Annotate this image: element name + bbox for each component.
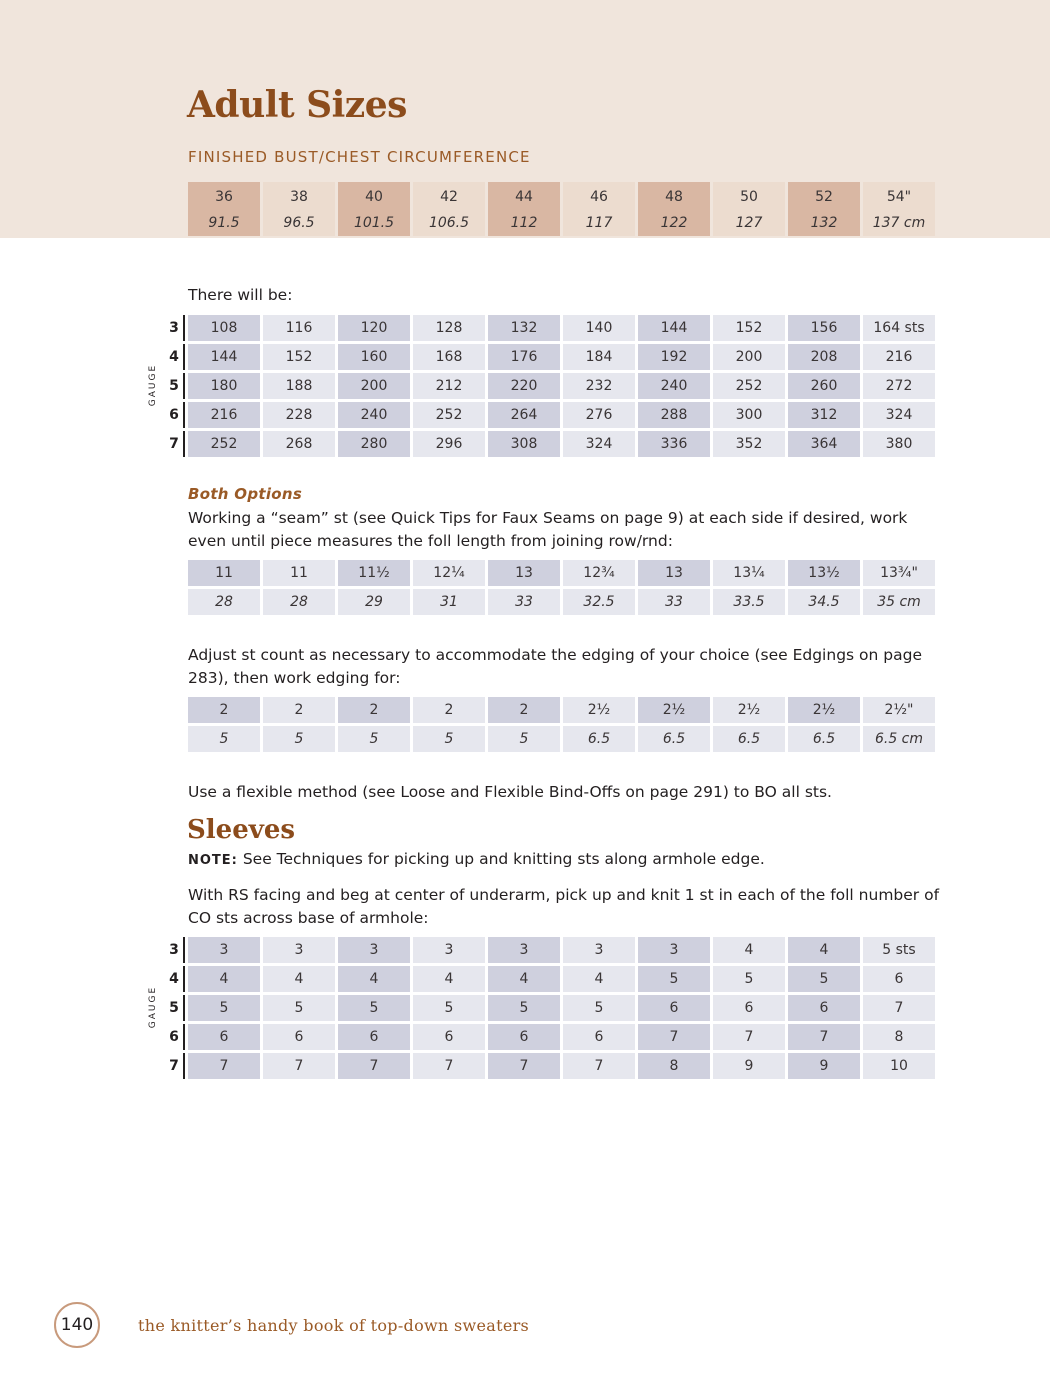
table-cell: 7 (638, 1024, 710, 1050)
table-cell: 336 (638, 431, 710, 457)
gauge-row-label: 5 (165, 373, 185, 399)
table-cell: 35 cm (863, 589, 935, 615)
table-cell: 29 (338, 589, 410, 615)
table-cell: 192 (638, 344, 710, 370)
table-cell: 132 (788, 210, 860, 236)
sleeve-pickup-table (162, 934, 938, 1082)
table-cell: 4 (563, 966, 635, 992)
table-cell: 5 (788, 966, 860, 992)
table-cell: 6 (413, 1024, 485, 1050)
table-cell: 4 (713, 937, 785, 963)
table-cell: 13¼ (713, 560, 785, 586)
gauge-row-label: 3 (165, 937, 185, 963)
table-cell: 5 sts (863, 937, 935, 963)
gauge-label: GAUGE (148, 363, 159, 407)
table-cell: 11½ (338, 560, 410, 586)
table-cell: 13 (638, 560, 710, 586)
table-cell: 188 (263, 373, 335, 399)
table-cell: 5 (563, 995, 635, 1021)
table-row (165, 995, 935, 1021)
table-cell: 2 (488, 697, 560, 723)
page-number: 140 (54, 1302, 100, 1348)
gauge-row-label: 6 (165, 1024, 185, 1050)
table-cell: 7 (338, 1053, 410, 1079)
table-cell: 9 (713, 1053, 785, 1079)
table-cell: 3 (638, 937, 710, 963)
table-row (165, 1024, 935, 1050)
size-row-cm (188, 210, 935, 236)
table-cell: 300 (713, 402, 785, 428)
table-cell: 7 (188, 1053, 260, 1079)
table-cell: 13½ (788, 560, 860, 586)
table-cell: 31 (413, 589, 485, 615)
table-cell: 264 (488, 402, 560, 428)
table-row (165, 373, 935, 399)
length-table (185, 557, 938, 618)
table-cell: 232 (563, 373, 635, 399)
table-row (165, 431, 935, 457)
table-cell: 127 (713, 210, 785, 236)
table-cell: 252 (188, 431, 260, 457)
table-cell: 128 (413, 315, 485, 341)
table-cell: 33 (488, 589, 560, 615)
table-cell: 6 (188, 1024, 260, 1050)
table-cell: 44 (488, 182, 560, 210)
table-cell: 240 (338, 402, 410, 428)
table-cell: 117 (563, 210, 635, 236)
table-cell: 13¾" (863, 560, 935, 586)
table-cell: 5 (638, 966, 710, 992)
table-cell: 200 (338, 373, 410, 399)
table-cell: 324 (863, 402, 935, 428)
table-cell: 101.5 (338, 210, 410, 236)
table-cell: 212 (413, 373, 485, 399)
table-cell: 106.5 (413, 210, 485, 236)
table-cell: 5 (338, 726, 410, 752)
table-cell: 132 (488, 315, 560, 341)
edging-row-inches (188, 697, 935, 723)
table-cell: 252 (413, 402, 485, 428)
table-cell: 54" (863, 182, 935, 210)
table-cell: 40 (338, 182, 410, 210)
table-cell: 364 (788, 431, 860, 457)
table-cell: 48 (638, 182, 710, 210)
note-label: NOTE: (188, 853, 238, 868)
table-cell: 12¼ (413, 560, 485, 586)
table-cell: 4 (338, 966, 410, 992)
table-cell: 52 (788, 182, 860, 210)
table-cell: 6.5 (713, 726, 785, 752)
table-cell: 2 (338, 697, 410, 723)
table-row (165, 1053, 935, 1079)
gauge-row-label: 6 (165, 402, 185, 428)
table-cell: 11 (188, 560, 260, 586)
table-cell: 12¾ (563, 560, 635, 586)
table-cell: 5 (188, 726, 260, 752)
gauge-row-label: 3 (165, 315, 185, 341)
table-cell: 3 (488, 937, 560, 963)
section-subtitle: FINISHED BUST/CHEST CIRCUMFERENCE (188, 148, 531, 166)
sleeve-gauge-label: GAUGE (148, 985, 159, 1029)
table-cell: 280 (338, 431, 410, 457)
table-cell: 200 (713, 344, 785, 370)
table-cell: 156 (788, 315, 860, 341)
table-cell: 7 (863, 995, 935, 1021)
table-cell: 3 (413, 937, 485, 963)
table-cell: 42 (413, 182, 485, 210)
table-cell: 6.5 (563, 726, 635, 752)
table-cell: 91.5 (188, 210, 260, 236)
table-cell: 216 (188, 402, 260, 428)
table-cell: 3 (338, 937, 410, 963)
size-table (185, 182, 938, 236)
table-cell: 108 (188, 315, 260, 341)
table-cell: 122 (638, 210, 710, 236)
table-cell: 288 (638, 402, 710, 428)
table-cell: 33.5 (713, 589, 785, 615)
table-cell: 168 (413, 344, 485, 370)
table-cell: 152 (713, 315, 785, 341)
edging-row-cm (188, 726, 935, 752)
running-footer: the knitter’s handy book of top-down sweaters (138, 1316, 530, 1335)
table-cell: 7 (413, 1053, 485, 1079)
table-cell: 9 (788, 1053, 860, 1079)
table-cell: 6 (788, 995, 860, 1021)
table-cell: 352 (713, 431, 785, 457)
table-cell: 6 (863, 966, 935, 992)
sleeves-text: With RS facing and beg at center of underarm, pick up and knit 1 st in each of the foll number of CO sts across base of armhole: (188, 886, 940, 927)
table-cell: 4 (788, 937, 860, 963)
table-cell: 5 (413, 726, 485, 752)
table-cell: 208 (788, 344, 860, 370)
table-cell: 6.5 (788, 726, 860, 752)
sleeves-note (188, 848, 948, 872)
table-cell: 6 (338, 1024, 410, 1050)
table-cell: 228 (263, 402, 335, 428)
table-cell: 5 (263, 995, 335, 1021)
table-cell: 2 (413, 697, 485, 723)
table-cell: 144 (638, 315, 710, 341)
table-cell: 272 (863, 373, 935, 399)
table-cell: 34.5 (788, 589, 860, 615)
table-cell: 6 (713, 995, 785, 1021)
table-cell: 36 (188, 182, 260, 210)
table-cell: 180 (188, 373, 260, 399)
table-cell: 312 (788, 402, 860, 428)
table-cell: 7 (788, 1024, 860, 1050)
table-row (165, 402, 935, 428)
table-cell: 252 (713, 373, 785, 399)
table-cell: 2½ (563, 697, 635, 723)
length-row-cm (188, 589, 935, 615)
gauge-row-label: 4 (165, 344, 185, 370)
table-cell: 7 (713, 1024, 785, 1050)
table-cell: 6 (638, 995, 710, 1021)
table-cell: 380 (863, 431, 935, 457)
table-row (165, 966, 935, 992)
table-cell: 3 (188, 937, 260, 963)
table-row (165, 344, 935, 370)
table-cell: 3 (263, 937, 335, 963)
bind-off-text: Use a flexible method (see Loose and Flexible Bind-Offs on page 291) to BO all sts. (188, 783, 832, 801)
table-cell: 137 cm (863, 210, 935, 236)
table-cell: 7 (263, 1053, 335, 1079)
table-cell: 240 (638, 373, 710, 399)
table-cell: 6 (263, 1024, 335, 1050)
table-cell: 28 (188, 589, 260, 615)
table-cell: 4 (488, 966, 560, 992)
table-row (165, 315, 935, 341)
table-cell: 33 (638, 589, 710, 615)
table-cell: 6.5 cm (863, 726, 935, 752)
table-cell: 184 (563, 344, 635, 370)
table-cell: 2½ (713, 697, 785, 723)
table-cell: 164 sts (863, 315, 935, 341)
table-cell: 120 (338, 315, 410, 341)
table-cell: 4 (263, 966, 335, 992)
table-cell: 46 (563, 182, 635, 210)
table-cell: 5 (338, 995, 410, 1021)
table-cell: 116 (263, 315, 335, 341)
gauge-row-label: 7 (165, 1053, 185, 1079)
table-cell: 11 (263, 560, 335, 586)
table-cell: 2 (188, 697, 260, 723)
table-cell: 4 (188, 966, 260, 992)
table-cell: 260 (788, 373, 860, 399)
table-cell: 176 (488, 344, 560, 370)
table-cell: 152 (263, 344, 335, 370)
table-cell: 2 (263, 697, 335, 723)
table-cell: 7 (563, 1053, 635, 1079)
table-cell: 8 (863, 1024, 935, 1050)
table-cell: 308 (488, 431, 560, 457)
table-cell: 2½ (788, 697, 860, 723)
both-options-text: Working a “seam” st (see Quick Tips for Faux Seams on page 9) at each side if desired, work even until piece measures the foll length from joining row/rnd: (188, 509, 908, 550)
table-cell: 5 (413, 995, 485, 1021)
table-cell: 140 (563, 315, 635, 341)
table-cell: 3 (563, 937, 635, 963)
page-title: Adult Sizes (187, 84, 407, 126)
table-cell: 324 (563, 431, 635, 457)
gauge-row-label: 7 (165, 431, 185, 457)
edging-table (185, 694, 938, 755)
note-text: See Techniques for picking up and knitting sts along armhole edge. (237, 850, 765, 868)
table-cell: 6.5 (638, 726, 710, 752)
table-cell: 38 (263, 182, 335, 210)
table-cell: 216 (863, 344, 935, 370)
sleeves-title: Sleeves (187, 815, 296, 845)
table-cell: 276 (563, 402, 635, 428)
table-cell: 5 (713, 966, 785, 992)
table-cell: 7 (488, 1053, 560, 1079)
table-cell: 8 (638, 1053, 710, 1079)
stitch-count-table (162, 312, 938, 460)
table-cell: 6 (488, 1024, 560, 1050)
table-cell: 10 (863, 1053, 935, 1079)
table-cell: 5 (488, 995, 560, 1021)
table-cell: 160 (338, 344, 410, 370)
table-cell: 5 (188, 995, 260, 1021)
table-cell: 50 (713, 182, 785, 210)
table-cell: 296 (413, 431, 485, 457)
table-cell: 2½ (638, 697, 710, 723)
table-cell: 112 (488, 210, 560, 236)
table-cell: 5 (263, 726, 335, 752)
table-cell: 13 (488, 560, 560, 586)
edging-text: Adjust st count as necessary to accommodate the edging of your choice (see Edgings on page 283), then work edging for: (188, 646, 922, 687)
table-cell: 6 (563, 1024, 635, 1050)
stitch-intro: There will be: (188, 286, 293, 304)
table-cell: 32.5 (563, 589, 635, 615)
length-row-inches (188, 560, 935, 586)
size-row-inches (188, 182, 935, 210)
table-cell: 268 (263, 431, 335, 457)
both-options-heading: Both Options (188, 485, 303, 503)
table-cell: 2½" (863, 697, 935, 723)
gauge-row-label: 4 (165, 966, 185, 992)
gauge-row-label: 5 (165, 995, 185, 1021)
table-cell: 4 (413, 966, 485, 992)
table-cell: 96.5 (263, 210, 335, 236)
table-cell: 144 (188, 344, 260, 370)
table-cell: 220 (488, 373, 560, 399)
table-cell: 5 (488, 726, 560, 752)
table-row (165, 937, 935, 963)
table-cell: 28 (263, 589, 335, 615)
